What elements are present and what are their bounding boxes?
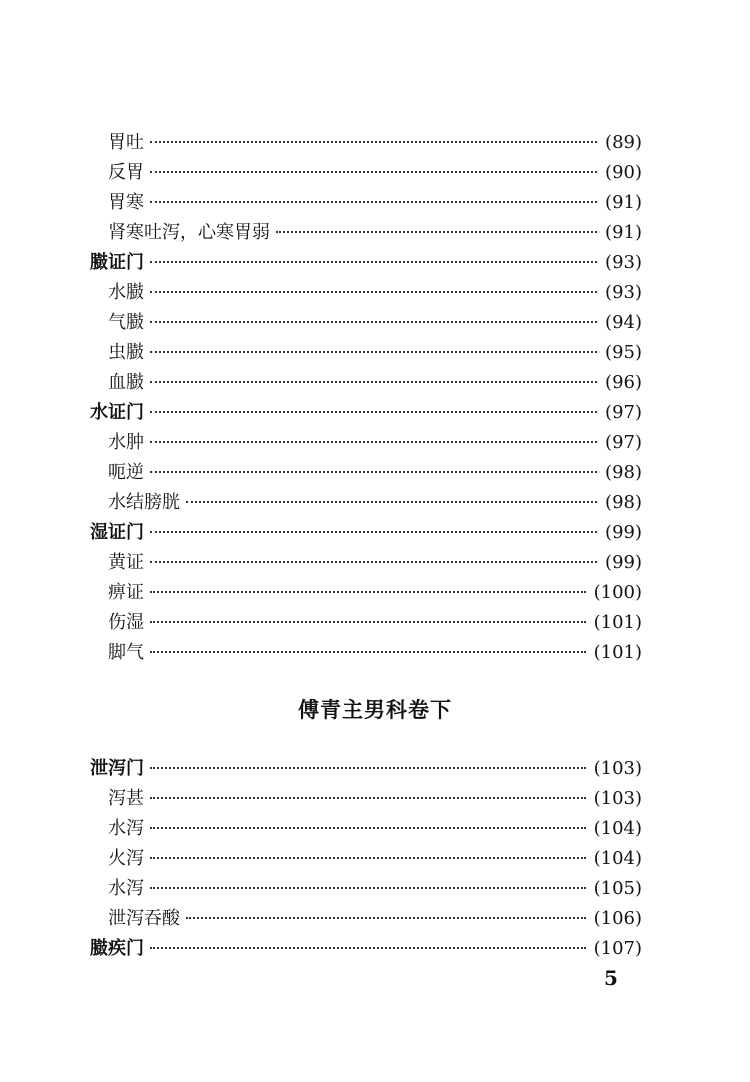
toc-entry (90, 128, 642, 158)
toc-entry-label: 痹证 (108, 582, 144, 603)
toc-entry-label: 气臌 (108, 312, 144, 333)
toc-entry (90, 844, 642, 874)
toc-entry (90, 784, 642, 814)
toc-entry-page: (97) (605, 402, 642, 423)
toc-entry (90, 578, 642, 608)
toc-entry-label: 水结膀胱 (108, 492, 180, 513)
dot-leader (150, 826, 586, 829)
toc-entry-label: 水泻 (108, 818, 144, 839)
toc-entry-label: 血臌 (108, 372, 144, 393)
toc-entry-page: (93) (605, 282, 642, 303)
toc-entry-page: (103) (593, 788, 642, 809)
dot-leader (150, 440, 597, 443)
toc-entry-label: 泄泻门 (90, 758, 144, 779)
dot-leader (150, 260, 597, 263)
toc-entry (90, 488, 642, 518)
toc-chapter-entry (90, 248, 642, 278)
dot-leader (150, 856, 586, 859)
toc-entry-label: 水臌 (108, 282, 144, 303)
toc-entry-page: (90) (605, 162, 642, 183)
toc-entry-label: 呃逆 (108, 462, 144, 483)
toc-entry-page: (96) (605, 372, 642, 393)
toc-chapter-entry (90, 754, 642, 784)
toc-entry-page: (98) (605, 462, 642, 483)
dot-leader (150, 170, 597, 173)
dot-leader (150, 590, 586, 593)
toc-entry (90, 638, 642, 668)
dot-leader (150, 946, 586, 949)
dot-leader (150, 886, 586, 889)
toc-entry-label: 臌证门 (90, 252, 144, 273)
toc-list-part2 (90, 754, 642, 964)
page-number: 5 (604, 966, 618, 990)
toc-entry-label: 水肿 (108, 432, 144, 453)
dot-leader (150, 380, 597, 383)
toc-entry-label: 黄证 (108, 552, 144, 573)
toc-entry-page: (98) (605, 492, 642, 513)
dot-leader (150, 560, 597, 563)
toc-entry-page: (99) (605, 552, 642, 573)
toc-list-part1 (90, 128, 642, 668)
toc-entry (90, 814, 642, 844)
dot-leader (150, 290, 597, 293)
dot-leader (150, 530, 597, 533)
toc-chapter-entry (90, 398, 642, 428)
toc-entry-label: 伤湿 (108, 612, 144, 633)
dot-leader (150, 410, 597, 413)
toc-entry-label: 泄泻吞酸 (108, 908, 180, 929)
toc-entry-label: 湿证门 (90, 522, 144, 543)
dot-leader (186, 500, 597, 503)
toc-entry (90, 428, 642, 458)
toc-entry-page: (89) (605, 132, 642, 153)
dot-leader (150, 620, 586, 623)
toc-entry (90, 188, 642, 218)
toc-entry-page: (103) (593, 758, 642, 779)
toc-chapter-entry (90, 518, 642, 548)
dot-leader (150, 470, 597, 473)
toc-entry-label: 泻甚 (108, 788, 144, 809)
toc-entry-page: (104) (593, 818, 642, 839)
toc-entry-page: (101) (593, 642, 642, 663)
toc-entry-label: 虫臌 (108, 342, 144, 363)
toc-entry (90, 458, 642, 488)
dot-leader (150, 200, 597, 203)
toc-entry (90, 278, 642, 308)
toc-entry-page: (107) (593, 938, 642, 959)
section-title: 傅青主男科卷下 (298, 698, 452, 722)
toc-entry-page: (97) (605, 432, 642, 453)
toc-entry (90, 904, 642, 934)
toc-entry-label: 反胃 (108, 162, 144, 183)
toc-entry-page: (94) (605, 312, 642, 333)
toc-entry-label: 水证门 (90, 402, 144, 423)
dot-leader (150, 796, 586, 799)
toc-entry-page: (104) (593, 848, 642, 869)
toc-entry (90, 608, 642, 638)
toc-entry-page: (91) (605, 192, 642, 213)
dot-leader (276, 230, 597, 233)
toc-entry (90, 308, 642, 338)
toc-chapter-entry (90, 934, 642, 964)
toc-entry-page: (91) (605, 222, 642, 243)
toc-entry-label: 臌疾门 (90, 938, 144, 959)
dot-leader (150, 766, 586, 769)
toc-entry-page: (100) (593, 582, 642, 603)
toc-entry-page: (101) (593, 612, 642, 633)
dot-leader (186, 916, 586, 919)
toc-entry (90, 338, 642, 368)
toc-entry-label: 胃寒 (108, 192, 144, 213)
dot-leader (150, 140, 597, 143)
toc-entry-label: 胃吐 (108, 132, 144, 153)
toc-entry (90, 218, 642, 248)
toc-entry-label: 水泻 (108, 878, 144, 899)
toc-entry (90, 368, 642, 398)
toc-entry-page: (105) (593, 878, 642, 899)
toc-entry (90, 874, 642, 904)
toc-entry-label: 脚气 (108, 642, 144, 663)
toc-entry (90, 158, 642, 188)
toc-entry-page: (99) (605, 522, 642, 543)
toc-entry-page: (93) (605, 252, 642, 273)
dot-leader (150, 650, 586, 653)
toc-entry-label: 肾寒吐泻，心寒胃弱 (108, 222, 270, 243)
toc-entry-label: 火泻 (108, 848, 144, 869)
toc-entry-page: (106) (593, 908, 642, 929)
toc-entry-page: (95) (605, 342, 642, 363)
dot-leader (150, 350, 597, 353)
dot-leader (150, 320, 597, 323)
toc-entry (90, 548, 642, 578)
